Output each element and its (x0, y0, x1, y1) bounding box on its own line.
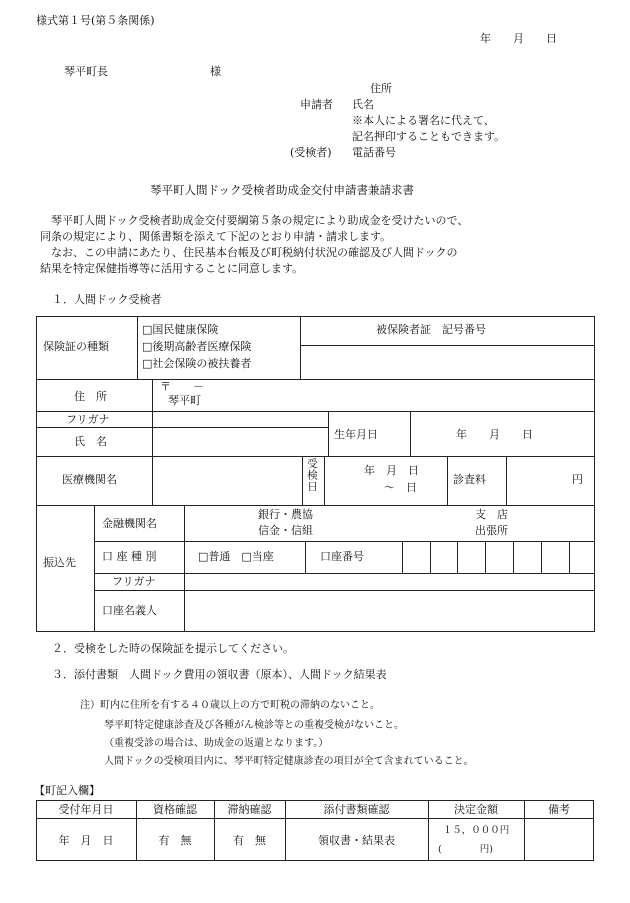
note-1: 注）町内に住所を有する４０歳以上の方で町税の滞納のないこと。 (80, 700, 380, 711)
office-header-qualification: 資格確認 (153, 803, 197, 816)
body-line-3: なお、この申請にあたり、住民基本台帳及び町税納付状況の確認及び人間ドックの (40, 246, 458, 259)
office-use-title: 【町記入欄】 (34, 784, 100, 797)
body-line-2: 同条の規定により、関係書類を添えて下記のとおり申請・請求します。 (40, 230, 392, 243)
section-3: ３．添付書類 人間ドック費用の領収書（原本）、人間ドック結果表 (52, 668, 387, 681)
office-header-received: 受付年月日 (58, 803, 114, 816)
applicant-label: 申請者 (300, 98, 333, 111)
account-furigana-label: フリガナ (112, 575, 156, 588)
account-type-label: 口 座 種 別 (102, 550, 157, 563)
signature-note-2: 記名押印することもできます。 (352, 130, 506, 143)
office-amount-value: １５，０００円 (442, 825, 510, 836)
insurance-option-elderly[interactable]: □後期高齢者医療保険 (142, 340, 252, 353)
branch-type-2: 出張所 (475, 524, 508, 537)
section-2: ２．受検をした時の保険証を提示してください。 (52, 642, 294, 655)
postal-mark: 〒 － (160, 380, 204, 393)
insurance-option-national[interactable]: □国民健康保険 (142, 323, 219, 336)
institution-label: 医療機関名 (62, 473, 117, 486)
office-header-amount: 決定金額 (454, 803, 498, 816)
exam-fee-label: 診査料 (453, 473, 486, 486)
body-line-4: 結果を特定保健指導等に活用することに同意します。 (40, 262, 304, 275)
office-documents-value: 領収書・結果表 (318, 834, 395, 847)
office-header-arrears: 滞納確認 (227, 803, 272, 816)
note-3: （重複受診の場合は、助成金の返還となります。） (104, 738, 329, 749)
exam-date-to: ～ 日 (384, 481, 417, 494)
date-field: 年 月 日 (480, 32, 557, 45)
account-number-label: 口座番号 (320, 550, 364, 563)
insurance-type-label: 保険証の種類 (43, 340, 109, 353)
applicant-name-label: 氏名 (352, 98, 374, 111)
transfer-label: 振込先 (43, 556, 76, 569)
section-1-heading: １．人間ドック受検者 (52, 293, 162, 306)
addressee-honorific: 様 (210, 65, 221, 78)
addressee-name: 琴平町長 (64, 65, 108, 78)
office-received-date: 年 月 日 (58, 834, 114, 847)
insured-card-label: 被保険者証 記号番号 (376, 323, 486, 336)
exam-fee-yen: 円 (572, 473, 583, 486)
dob-label: 生年月日 (334, 428, 378, 441)
name-label: 氏 名 (74, 435, 107, 448)
signature-note: ※本人による署名に代えて、 (352, 114, 495, 127)
account-type-options[interactable]: □普通 □当座 (198, 550, 274, 563)
office-header-remarks: 備考 (548, 803, 570, 816)
bank-label: 金融機関名 (102, 517, 157, 530)
bank-type-1: 銀行・農協 (258, 508, 313, 521)
office-header-documents: 添付書類確認 (323, 803, 390, 816)
town-name: 琴平町 (168, 394, 201, 407)
insurance-option-dependent[interactable]: □社会保険の被扶養者 (142, 357, 252, 370)
dob-value: 年 月 日 (456, 428, 533, 441)
note-4: 人間ドックの受検項目内に、琴平町特定健康診査の項目が全て含まれていること。 (104, 756, 474, 767)
account-holder-label: 口座名義人 (102, 604, 157, 617)
exam-date-from: 年 月 日 (364, 464, 419, 477)
examinee-label: (受検者) (290, 146, 332, 159)
branch-type-1: 支 店 (475, 508, 508, 521)
applicant-address-label: 住所 (370, 82, 392, 95)
insured-card-number-field[interactable] (304, 352, 590, 374)
office-qualification-value: 有 無 (158, 834, 192, 847)
body-line-1: 琴平町人間ドック受検者助成金交付要綱第５条の規定により助成金を受けたいので、 (40, 214, 469, 227)
document-title: 琴平町人間ドック受検者助成金交付申請書兼請求書 (150, 183, 415, 197)
exam-date-label: 受検日 (306, 458, 318, 493)
phone-label: 電話番号 (352, 146, 396, 159)
bank-type-2: 信金・信組 (258, 524, 313, 537)
note-2: 琴平町特定健康診査及び各種がん検診等との重複受検がないこと。 (104, 720, 404, 731)
furigana-label: フリガナ (66, 413, 110, 426)
form-number: 様式第１号(第５条関係) (36, 14, 155, 27)
office-amount-sub: ( 円) (438, 844, 493, 855)
office-arrears-value: 有 無 (233, 834, 266, 847)
address-label: 住 所 (74, 390, 107, 403)
